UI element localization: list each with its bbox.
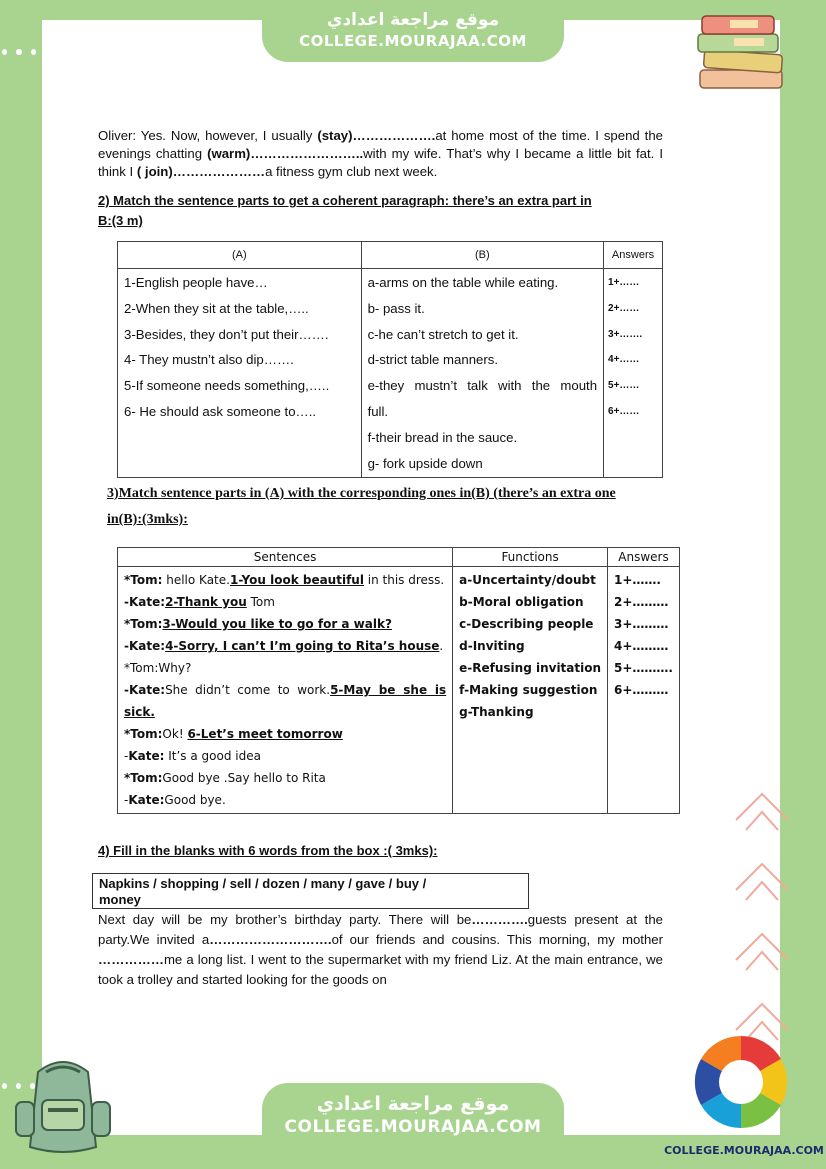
site-url[interactable]: COLLEGE.MOURAJAA.COM [284, 1117, 542, 1137]
column-b-items [361, 269, 603, 478]
site-url[interactable]: COLLEGE.MOURAJAA.COM [299, 32, 527, 50]
column-header-b: (B) [361, 242, 603, 269]
decorative-dots [0, 44, 150, 60]
list-item: a-arms on the table while eating. [367, 275, 559, 290]
dialogue-line: -Kate:2-Thank you Tom [124, 595, 275, 609]
answer-slot[interactable]: 2+……… [614, 595, 669, 609]
answer-slot[interactable]: 5+…… [608, 380, 640, 392]
dialogue-line: *Tom:3-Would you like to go for a walk? [124, 617, 392, 631]
list-item: 2-When they sit at the table,….. [124, 300, 309, 316]
answer-slot[interactable]: 3+……. [608, 328, 643, 340]
books-icon [690, 12, 786, 94]
footer-banner[interactable] [262, 1083, 564, 1169]
list-item: g- fork upside down [367, 455, 483, 471]
intro-paragraph: Oliver: Yes. Now, however, I usually (stay)……………….at home most of the time. I spend the evenings chatting (warm)……………………..with my wife. That’s why I became a little bit fat. I think I ( join)…………………a fitness gym club next week. [98, 128, 663, 179]
column-header-answers: Answers [604, 242, 663, 269]
answer-slot[interactable]: 4+……… [614, 639, 669, 653]
dialogue-line: *Tom:Why? [124, 661, 192, 675]
fill-in-paragraph: Next day will be my brother’s birthday party. There will be………….guests present at the party.We invited a……………………….of our friends and cousins. This morning, my mother ……………me a long list. I went to the supermarket with my friend Liz. At the main entrance, we took a trolley and started looking for the goods on [98, 912, 663, 987]
dialogue-line: *Tom: hello Kate.1-You look beautiful in this dress. [124, 573, 445, 587]
word-box: Napkins / shopping / sell / dozen / many / gave / buy / money [92, 873, 529, 909]
backpack-icon [8, 1052, 118, 1157]
answer-slot[interactable]: 4+…… [608, 354, 640, 366]
section2-heading: 2) Match the sentence parts to get a coherent paragraph: there’s an extra part in B:(3 m) [98, 193, 592, 228]
section4-heading: 4) Fill in the blanks with 6 words from the box :( 3mks): [98, 843, 438, 858]
list-item: 4- They mustn’t also dip……. [124, 352, 294, 368]
dialogue-line: -Kate:Good bye. [124, 793, 226, 807]
answers-column[interactable] [604, 269, 663, 478]
column-header-answers: Answers [608, 548, 680, 567]
dialogue-line: -Kate:4-Sorry, I can’t I’m going to Rita’s house. [124, 639, 444, 653]
list-item: f-their bread in the sauce. [367, 429, 518, 445]
site-name-arabic: موقع مراجعة اعدادي [316, 1093, 510, 1115]
answer-slot[interactable]: 6+…… [608, 405, 640, 417]
matching-table-2 [117, 547, 680, 814]
list-item: b- pass it. [367, 300, 425, 316]
list-item: c-Describing people [459, 617, 594, 631]
section3-heading: 3)Match sentence parts in (A) with the corresponding ones in(B) (there’s an extra one in(B):(3mks): [107, 486, 616, 527]
dialogue-line: sick. [124, 705, 155, 719]
answer-slot[interactable]: 6+……… [614, 683, 669, 697]
list-item: 3-Besides, they don’t put their……. [124, 326, 329, 342]
column-header-a: (A) [118, 242, 362, 269]
answer-slot[interactable]: 5+………. [614, 661, 673, 675]
site-name-arabic: موقع مراجعة اعدادي [326, 10, 500, 30]
list-item: b-Moral obligation [459, 595, 584, 609]
logo-caption: COLLEGE.MOURAJAA.COM [664, 1144, 824, 1157]
list-item: full. [367, 403, 389, 419]
column-a-items [118, 269, 362, 478]
dialogue-line: *Tom:Ok! 6-Let’s meet tomorrow [124, 727, 343, 741]
list-item: e-they mustn’t talk with the mouth [367, 378, 598, 394]
answer-slot[interactable]: 1+……. [614, 573, 661, 587]
dialogue-column [118, 567, 453, 814]
answer-slot[interactable]: 3+……… [614, 617, 669, 631]
list-item: c-he can’t stretch to get it. [367, 326, 519, 342]
list-item: f-Making suggestion [459, 683, 598, 697]
column-header-functions: Functions [453, 548, 608, 567]
dialogue-line: -Kate:She didn’t come to work.5-May be she is [124, 683, 447, 697]
list-item: g-Thanking [459, 705, 534, 719]
answer-slot[interactable]: 1+…… [608, 277, 640, 288]
column-header-sentences: Sentences [118, 548, 453, 567]
list-item: d-strict table manners. [367, 352, 499, 368]
list-item: 1-English people have… [124, 275, 268, 290]
answer-slot[interactable]: 2+…… [608, 302, 640, 314]
list-item: a-Uncertainty/doubt [459, 573, 596, 587]
matching-table-1 [117, 241, 663, 478]
dialogue-line: *Tom:Good bye .Say hello to Rita [124, 771, 326, 785]
answers-column[interactable] [608, 567, 680, 814]
functions-column [453, 567, 608, 814]
list-item: e-Refusing invitation [459, 661, 602, 675]
list-item: 6- He should ask someone to….. [124, 403, 317, 419]
education-wheel-logo-icon [694, 1020, 788, 1144]
header-banner[interactable] [262, 0, 564, 62]
list-item: d-Inviting [459, 639, 525, 653]
list-item: 5-If someone needs something,….. [124, 378, 330, 394]
dialogue-line: -Kate: It’s a good idea [124, 749, 261, 763]
